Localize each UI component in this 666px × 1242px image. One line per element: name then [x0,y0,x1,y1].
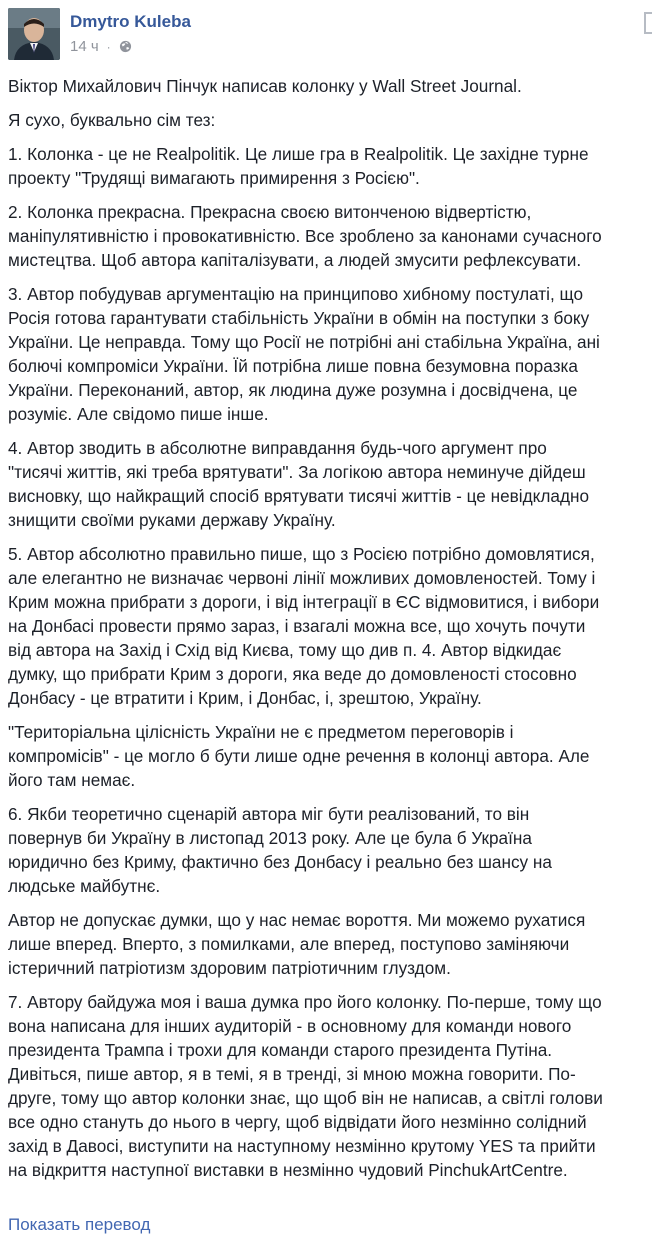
paragraph: 3. Автор побудував аргументацію на принципово хибному постулаті, що Росія готова гарантувати стабільність України в обмін на поступки з боку України. Це неправда. Тому що Росії не потрібні ані стабільна Україна, ані болючі компроміси України. Їй потрібна лише повна безумовна поразка України. Переконаний, автор, як людина дуже розумна і досвідчена, це розуміє. Але свідомо пише інше. [8,284,600,424]
post-options-icon[interactable] [644,12,652,34]
paragraph: 4. Автор зводить в абсолютне виправдання будь-чого аргумент про "тисячі життів, які треба врятувати". За логікою автора неминуче дійдеш висновку, що найкращий спосіб врятувати тисячі життів - це невідкладно знищити своїми руками державу Україну. [8,438,590,530]
paragraph: 1. Колонка - це не Realpolitik. Це лише гра в Realpolitik. Це західне турне проекту "Трудящі вимагають примирення з Росією". [8,144,589,188]
show-translation-link[interactable]: Показать перевод [8,1215,151,1234]
post-meta [70,38,132,55]
paragraph: "Територіальна цілісність України не є предметом переговорів і компромісів" - це могло б бути лише одне речення в колонці автора. Але його там немає. [8,722,590,790]
paragraph: Я сухо, буквально сім тез: [8,110,216,130]
paragraph: 5. Автор абсолютно правильно пише, що з Росією потрібно домовлятися, але елегантно не визначає червоні лінії можливих домовленостей. Тому і Крим можна прибрати з дороги, і від інтеграції в ЄС відмовитися, і вибори на Донбасі провести прямо зараз, і взагалі можна все, що хочуть почути від автора на Захід і Схід від Києва, тому що див п. 4. Автор відкидає думку, що прибрати Крим з дороги, яка веде до домовленості стосовно Донбасу - це втратити і Крим, і Донбас, і, зрештою, Україну. [8,544,600,708]
paragraph: 2. Колонка прекрасна. Прекрасна своєю витонченою відвертістю, маніпулятивністю і провокативністю. Все зроблено за канонами сучасного мистецтва. Щоб автора капіталізувати, а людей змусити рефлексувати. [8,202,602,270]
post-body [8,74,658,1192]
paragraph: Автор не допускає думки, що у нас немає вороття. Ми можемо рухатися лише вперед. Вперто, з помилками, але вперед, поступово заміняючи істеричний патріотизм здоровим патріотичним глуздом. [8,910,586,978]
paragraph: Віктор Михайлович Пінчук написав колонку у Wall Street Journal. [8,76,522,96]
paragraph: 7. Автору байдужа моя і ваша думка про його колонку. По-перше, тому що вона написана для інших аудиторій - в основному для команди нового президента Трампа і трохи для команди старого президента Путіна. Дивіться, пише автор, я в темі, я в тренді, зі мною можна говорити. По- друге, тому що автор колонки знає, що щоб він не написав, а світлі голови все одно стануть до нього в чергу, щоб відвідати його незмінно солідний захід в Давосі, виступити на наступному незмінно крутому YES та прийти на відкриття наступної виставки в незмінно чудовий PinchukArtCentre. [8,992,603,1180]
post-time[interactable]: 14 ч [70,38,99,55]
globe-icon[interactable] [119,40,132,53]
avatar[interactable] [8,8,60,60]
author-name[interactable]: Dmytro Kuleba [70,12,191,31]
post-header [8,8,658,64]
avatar-photo-icon [8,8,60,60]
meta-separator: · [106,39,111,54]
paragraph: 6. Якби теоретично сценарій автора міг бути реалізований, то він повернув би Україну в листопад 2013 року. Але це була б Україна юридично без Криму, фактично без Донбасу і реально без шансу на людське майбутнє. [8,804,552,896]
